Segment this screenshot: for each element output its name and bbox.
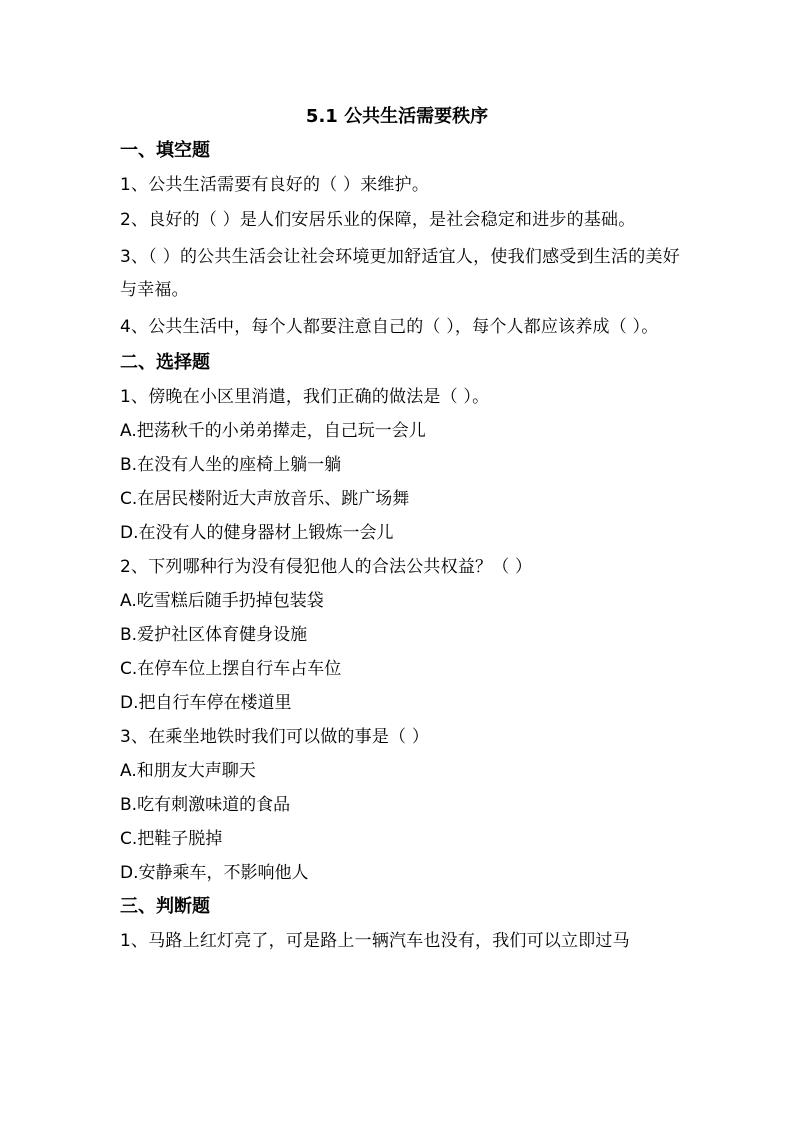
section-true-false [120, 892, 680, 956]
fill-blank-question-4: 4、公共生活中，每个人都要注意自己的（ ），每个人都应该养成（ ）。 [120, 317, 659, 337]
option-b: B.在没有人坐的座椅上躺一躺 [120, 455, 342, 475]
option-a: A.把荡秋千的小弟弟撵走，自己玩一会儿 [120, 421, 426, 441]
section-heading: 二、选择题 [120, 352, 210, 373]
option-d: D.把自行车停在楼道里 [120, 693, 292, 713]
document-content [120, 136, 680, 960]
choice-question-2 [120, 552, 680, 718]
choice-question-3 [120, 722, 680, 888]
true-false-question-1: 1、马路上红灯亮了，可是路上一辆汽车也没有，我们可以立即过马 [120, 931, 630, 951]
fill-blank-question-1: 1、公共生活需要有良好的（ ）来维护。 [120, 175, 430, 195]
option-c: C.在停车位上摆自行车占车位 [120, 659, 342, 679]
option-d: D.在没有人的健身器材上锻炼一会儿 [120, 523, 394, 543]
section-multiple-choice [120, 348, 680, 888]
option-b: B.吃有刺激味道的食品 [120, 795, 291, 815]
choice-question-1 [120, 382, 680, 548]
question-stem: 2、下列哪种行为没有侵犯他人的合法公共权益？（ ） [120, 557, 533, 577]
option-d: D.安静乘车，不影响他人 [120, 863, 309, 883]
fill-blank-question-2: 2、良好的（ ）是人们安居乐业的保障，是社会稳定和进步的基础。 [120, 210, 636, 230]
option-c: C.在居民楼附近大声放音乐、跳广场舞 [120, 489, 410, 509]
option-a: A.吃雪糕后随手扔掉包装袋 [120, 591, 324, 611]
option-a: A.和朋友大声聊天 [120, 761, 256, 781]
question-stem: 1、傍晚在小区里消遣，我们正确的做法是（ ）。 [120, 387, 490, 407]
option-c: C.把鞋子脱掉 [120, 829, 223, 849]
section-heading: 三、判断题 [120, 896, 210, 917]
section-heading: 一、填空题 [120, 140, 210, 161]
question-stem: 3、在乘坐地铁时我们可以做的事是（ ） [120, 727, 430, 747]
document-title: 5.1 公共生活需要秩序 [305, 106, 489, 127]
fill-blank-question-3: 3、（ ）的公共生活会让社会环境更加舒适宜人，使我们感受到生活的美好与幸福。 [120, 247, 680, 300]
option-b: B.爱护社区体育健身设施 [120, 625, 308, 645]
section-fill-blank [120, 136, 680, 344]
